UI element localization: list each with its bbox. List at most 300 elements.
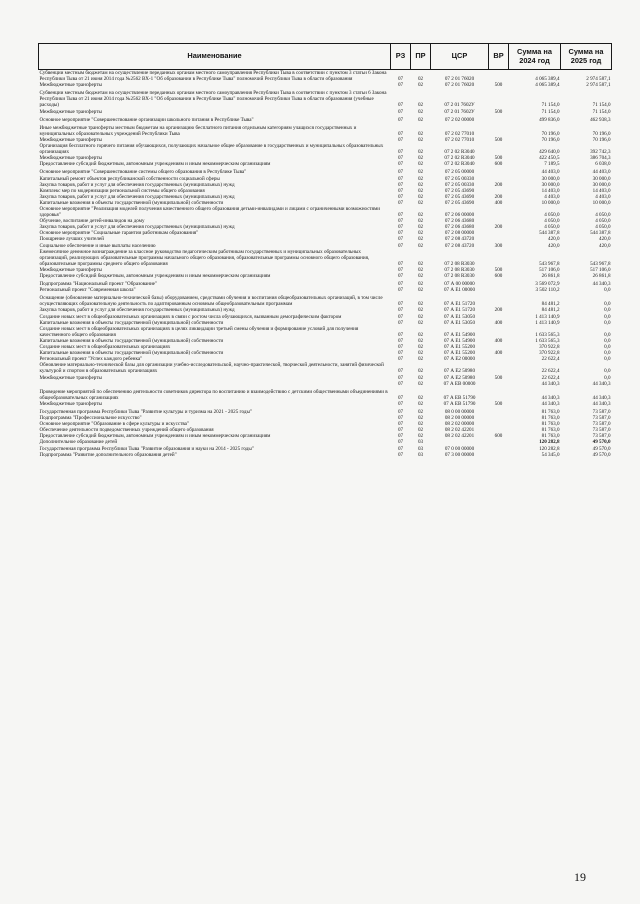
row-sum-2024: 7 189,5: [544, 161, 560, 168]
header-pr: ПР: [411, 44, 431, 70]
row-name: Основное мероприятие "Реализация моделей получения качественного общего образования детьми-инвалидами и лицами с ограниченными возможностями здоровья": [39, 205, 380, 219]
row-sum-2025: 0,0: [604, 313, 611, 320]
row-name: Межбюджетные трансферты: [39, 136, 102, 143]
row-csr: 07 2 02 77010: [444, 130, 475, 137]
row-sum-2024: 4 065 389,4: [535, 82, 560, 89]
row-vr: 500: [494, 82, 503, 89]
row-pr: 02: [417, 273, 424, 279]
row-pr: 02: [417, 218, 424, 225]
row-rz: 07: [397, 421, 404, 428]
row-pr: 02: [417, 155, 424, 162]
row-sum-2025: 6 038,0: [595, 161, 611, 168]
row-sum-2025: 0,0: [604, 356, 611, 363]
row-sum-2024: 70 196,0: [541, 136, 560, 143]
table-row: [39, 452, 612, 458]
row-pr: 02: [417, 149, 424, 156]
row-sum-2024: 4 050,0: [544, 218, 560, 225]
row-sum-2024: 81 763,0: [541, 433, 560, 440]
row-pr: 02: [417, 415, 424, 422]
row-rz: 07: [397, 108, 404, 115]
row-csr: 07 А ЕВ 00000: [443, 380, 476, 387]
row-name: Обновление материально-технической базы для организации учебно-исследовательской, научно-практической, творческой деятельности, занятий физической культурой и спортом в образовательных организациях: [39, 362, 384, 375]
row-sum-2025: 44 340,3: [592, 394, 611, 401]
row-vr: [489, 143, 509, 155]
row-rz: 07: [397, 82, 404, 89]
row-name: Капитальные вложения в объекты государственной (муниципальной) собственности: [39, 199, 224, 206]
row-sum-2024: 44 340,3: [541, 380, 560, 387]
row-pr: 02: [417, 224, 424, 231]
row-csr: 07 2 02 R3040: [444, 149, 475, 156]
row-csr: 07 2 05 43690: [444, 199, 475, 206]
row-sum-2025: 420,0: [599, 236, 611, 243]
table-row: [39, 206, 612, 218]
row-rz: 07: [397, 451, 404, 458]
row-sum-2024: 420,0: [548, 236, 560, 243]
row-rz: 07: [397, 236, 404, 243]
row-pr: 02: [417, 102, 424, 109]
row-pr: 02: [417, 301, 424, 308]
row-pr: 02: [417, 242, 424, 249]
table-row: [39, 249, 612, 267]
header-sum-2025: Сумма на 2025 год: [561, 44, 612, 70]
row-sum-2025: 0,0: [604, 374, 611, 381]
row-rz: 07: [397, 76, 404, 83]
row-sum-2024: 10 000,0: [541, 199, 560, 206]
row-name: Региональный проект "Успех каждого ребенка": [39, 356, 143, 363]
row-sum-2024: 71 154,0: [541, 102, 560, 109]
row-pr: 02: [417, 319, 424, 326]
row-pr: 02: [417, 331, 424, 338]
row-sum-2025: 0,0: [604, 319, 611, 326]
row-pr: 02: [417, 394, 424, 401]
row-name: Предоставление субсидий бюджетным, автономным учреждениям и иным некоммерческим организациям: [39, 273, 271, 279]
row-pr: 02: [417, 260, 424, 267]
row-csr: 07 2 01 76020: [444, 82, 475, 89]
row-sum-2024: 420,0: [548, 242, 560, 249]
row-rz: 07: [397, 415, 404, 422]
row-sum-2025: 73 587,0: [592, 415, 611, 422]
row-csr: 07 А 00 00000: [444, 281, 475, 288]
row-vr: 500: [494, 155, 503, 162]
table-row: [39, 326, 612, 338]
row-sum-2024: 120 282,8: [539, 439, 560, 446]
row-csr: 08 2 00 00000: [444, 415, 475, 422]
row-name: Проведение мероприятий по обеспечению деятельности советников директора по воспитанию и взаимодействию с детскими общественными объединениями в общеобразовательных организациях: [39, 388, 388, 401]
row-vr: 200: [494, 307, 503, 314]
row-csr: 07 А Е1 55200: [444, 350, 475, 357]
row-pr: 02: [417, 212, 424, 219]
row-vr: 500: [494, 266, 503, 273]
row-name: Создание новых мест в общеобразовательных организациях: [39, 344, 171, 351]
row-sum-2024: 22 622,4: [541, 368, 560, 375]
row-pr: 02: [417, 199, 424, 206]
row-rz: 07: [397, 199, 404, 206]
row-sum-2024: 120 282,8: [539, 445, 560, 452]
row-vr: [489, 70, 509, 83]
row-pr: 02: [417, 427, 424, 434]
row-csr: 08 2 02 42201: [444, 427, 475, 434]
row-vr: [489, 249, 509, 267]
row-pr: 02: [417, 116, 424, 123]
row-sum-2024: 14 403,0: [541, 187, 560, 194]
row-sum-2024: 54 345,0: [541, 451, 560, 458]
row-sum-2025: 2 974 587,1: [586, 76, 611, 83]
row-pr: 02: [417, 313, 424, 320]
row-pr: 02: [417, 374, 424, 381]
row-pr: 02: [417, 193, 424, 200]
row-sum-2024: 543 967,8: [539, 260, 560, 267]
row-sum-2025: 544 387,8: [590, 230, 611, 237]
row-rz: 07: [397, 368, 404, 375]
row-sum-2024: 22 622,4: [541, 374, 560, 381]
row-pr: 02: [417, 82, 424, 89]
row-rz: 07: [397, 374, 404, 381]
row-name: Подпрограмма "Профессиональное искусство": [39, 415, 142, 422]
row-sum-2024: 81 763,0: [541, 415, 560, 422]
row-rz: 07: [397, 356, 404, 363]
row-rz: 07: [397, 301, 404, 308]
row-sum-2024: 544 387,8: [539, 230, 560, 237]
row-name: Капитальные вложения в объекты государственной (муниципальной) собственности: [39, 337, 224, 344]
row-csr: 07 А Е1 53050: [444, 319, 475, 326]
row-vr: [489, 90, 509, 108]
row-sum-2025: 0,0: [604, 368, 611, 375]
row-sum-2025: 0,0: [604, 344, 611, 351]
row-vr: 400: [494, 337, 503, 344]
row-sum-2025: 0,0: [604, 331, 611, 338]
row-sum-2024: 429 640,0: [539, 149, 560, 156]
row-sum-2025: 71 154,0: [592, 102, 611, 109]
row-name: Межбюджетные трансферты: [39, 82, 102, 89]
row-rz: 07: [397, 380, 404, 387]
row-sum-2024: 517 106,0: [539, 266, 560, 273]
row-vr: 300: [494, 242, 503, 249]
row-name: Предоставление субсидий бюджетным, автономным учреждениям и иным некоммерческим организациям: [39, 161, 271, 168]
row-sum-2024: 370 922,8: [539, 350, 560, 357]
row-rz: 07: [397, 313, 404, 320]
row-pr: 02: [417, 136, 424, 143]
row-pr: 02: [417, 230, 424, 237]
row-pr: 02: [417, 175, 424, 182]
row-rz: 07: [397, 350, 404, 357]
row-csr: 07 2 05 00330: [444, 175, 475, 182]
row-sum-2024: 1 413 140,9: [535, 313, 560, 320]
row-name: Социальное обеспечение и иные выплаты населению: [39, 242, 156, 249]
row-pr: 02: [417, 236, 424, 243]
row-csr: 07 А Е2 50980: [444, 374, 475, 381]
row-rz: 07: [397, 102, 404, 109]
row-csr: 07 А Е1 53050: [444, 313, 475, 320]
row-name: Подпрограмма "Развитие дополнительного образования детей": [39, 451, 177, 458]
row-rz: 07: [397, 136, 404, 143]
row-pr: 02: [417, 350, 424, 357]
row-csr: 07 2 08 R3030: [444, 260, 475, 267]
row-sum-2025: 44 340,3: [592, 400, 611, 407]
row-csr: 07 2 05 43690: [444, 193, 475, 200]
row-sum-2025: 30 000,0: [592, 175, 611, 182]
table-row: [39, 90, 612, 108]
row-pr: 03: [417, 445, 424, 452]
row-rz: 07: [397, 155, 404, 162]
row-vr: 500: [494, 374, 503, 381]
row-sum-2024: 30 000,0: [541, 175, 560, 182]
table-row: [39, 143, 612, 155]
row-sum-2025: 0,0: [604, 307, 611, 314]
header-csr: ЦСР: [431, 44, 489, 70]
row-sum-2024: 3 569 072,9: [535, 281, 560, 288]
row-pr: 02: [417, 356, 424, 363]
row-pr: 02: [417, 130, 424, 137]
row-name: Иные межбюджетные трансферты местным бюджетам на организацию бесплатного питания отдельным категориям учащихся государственных и муниципальных образовательных учреждений Республики Тыва: [39, 124, 357, 137]
row-name: Оснащение (обновление материально-технической базы) оборудованием, средствами обучения и воспитания общеобразовательных организаций, в том числе осуществляющих образовательную деятельность по адаптированным основным общеобразовательным программам: [39, 295, 383, 308]
row-vr: [489, 295, 509, 307]
row-pr: 03: [417, 439, 424, 446]
row-csr: 07 2 02 R3040: [444, 155, 475, 162]
row-name: Поощрение лучших учителей: [39, 236, 104, 243]
row-vr: [489, 125, 509, 137]
row-sum-2025: 0,0: [604, 287, 611, 294]
row-rz: 07: [397, 344, 404, 351]
row-vr: [489, 362, 509, 374]
row-sum-2024: 22 622,4: [541, 356, 560, 363]
row-rz: 07: [397, 169, 404, 176]
row-sum-2025: 26 861,8: [592, 273, 611, 279]
row-sum-2024: 370 922,8: [539, 344, 560, 351]
row-csr: 07 2 08 43720: [444, 242, 475, 249]
row-name: Закупка товаров, работ и услуг для обеспечения государственных (муниципальных) нужд: [39, 193, 235, 200]
row-rz: 07: [397, 394, 404, 401]
row-sum-2024: 70 196,0: [541, 130, 560, 137]
row-name: Капитальные вложения в объекты государственной (муниципальной) собственности: [39, 319, 224, 326]
row-pr: 02: [417, 344, 424, 351]
row-name: Организация бесплатного горячего питания обучающихся, получающих начальное общее образование в государственных и муниципальных образовательных организациях: [39, 143, 384, 156]
row-sum-2025: 2 974 587,1: [586, 82, 611, 89]
row-sum-2025: 44 340,3: [592, 380, 611, 387]
row-name: Межбюджетные трансферты: [39, 400, 102, 407]
row-pr: 02: [417, 337, 424, 344]
row-csr: 07 А Е1 51720: [444, 301, 475, 308]
row-sum-2025: 4 403,0: [595, 193, 611, 200]
row-pr: 02: [417, 281, 424, 288]
row-sum-2025: 73 587,0: [592, 427, 611, 434]
row-pr: 02: [417, 287, 424, 294]
row-csr: 07 2 02 77010: [444, 136, 475, 143]
row-rz: 07: [397, 307, 404, 314]
row-rz: 07: [397, 439, 404, 446]
row-csr: 07 А Е1 54900: [444, 331, 475, 338]
row-rz: 07: [397, 408, 404, 415]
row-sum-2025: 517 106,0: [590, 266, 611, 273]
row-pr: 02: [417, 368, 424, 375]
row-csr: 07 2 08 R3030: [444, 273, 475, 279]
row-sum-2025: 0,0: [604, 337, 611, 344]
row-sum-2024: 499 836,0: [539, 116, 560, 123]
row-pr: 02: [417, 169, 424, 176]
row-csr: 08 2 02 00000: [444, 421, 475, 428]
row-rz: 07: [397, 175, 404, 182]
row-csr: 07 2 01 7602У: [444, 108, 475, 115]
row-vr: 600: [494, 433, 503, 440]
row-csr: 07 2 02 R3040: [444, 161, 475, 168]
row-csr: 07 2 01 76020: [444, 76, 475, 83]
row-pr: 02: [417, 400, 424, 407]
row-name: Основное мероприятие "Совершенствование системы общего образования в Республике Тыва": [39, 169, 247, 176]
row-sum-2025: 49 570,0: [592, 451, 611, 458]
row-name: Основное мероприятие "Образование в сфере культуры и искусства": [39, 421, 190, 428]
row-name: Подпрограмма "Национальный проект "Образование": [39, 281, 158, 288]
row-name: Субвенции местным бюджетам на осуществление переданных органам местного самоуправления Республики Тыва в соответствии с пунктом 3 статьи 6 Закона Республики Тыва от 21 июня 2014 года №2562 ВХ-1 "Об образовании в Республике Тыва" полномочий Республики Тыва в области образования: [39, 70, 387, 83]
table-row: [39, 125, 612, 137]
row-pr: 02: [417, 266, 424, 273]
row-sum-2024: 3 502 110,2: [535, 287, 560, 294]
row-sum-2025: 44 340,3: [592, 281, 611, 288]
row-sum-2024: 44 340,3: [541, 400, 560, 407]
row-vr: 400: [494, 319, 503, 326]
table-row: [39, 295, 612, 307]
row-rz: 07: [397, 212, 404, 219]
row-pr: 03: [417, 451, 424, 458]
row-sum-2025: 71 154,0: [592, 108, 611, 115]
row-sum-2025: 386 704,3: [590, 155, 611, 162]
row-csr: 07 2 05 00000: [444, 169, 475, 176]
row-rz: 07: [397, 224, 404, 231]
row-rz: 07: [397, 161, 404, 168]
row-sum-2024: 4 050,0: [544, 212, 560, 219]
header-name: Наименование: [39, 44, 391, 70]
row-pr: 02: [417, 307, 424, 314]
row-sum-2025: 4 050,0: [595, 224, 611, 231]
row-sum-2024: 44 403,0: [541, 169, 560, 176]
row-name: Комплекс мер по модернизации региональной системы общего образования: [39, 187, 205, 194]
row-pr: 02: [417, 181, 424, 188]
row-sum-2025: 10 000,0: [592, 199, 611, 206]
row-csr: 07 2 08 R3030: [444, 266, 475, 273]
row-rz: 07: [397, 319, 404, 326]
row-name: Дополнительное образование детей: [39, 439, 118, 446]
row-rz: 07: [397, 445, 404, 452]
row-csr: 07 А Е2 00000: [444, 356, 475, 363]
budget-table: [38, 43, 612, 458]
row-rz: 07: [397, 218, 404, 225]
row-csr: 07 0 00 00000: [444, 445, 475, 452]
row-name: Основное мероприятие "Совершенствование организации школьного питания в Республике Тыва": [39, 116, 254, 123]
row-name: Ежемесячное денежное вознаграждение за классное руководство педагогическим работникам государственных и муниципальных образовательных организаций, реализующих образовательные программы начального общего образования, образовательные программы основного общего образования, образовательные программы среднего общего образования: [39, 248, 370, 267]
row-rz: 07: [397, 193, 404, 200]
table-body: [39, 70, 612, 458]
row-csr: 07 2 02 00000: [444, 116, 475, 123]
row-sum-2025: 4 050,0: [595, 218, 611, 225]
row-rz: 07: [397, 287, 404, 294]
row-sum-2024: 30 000,0: [541, 181, 560, 188]
row-sum-2024: 81 763,0: [541, 408, 560, 415]
row-vr: 200: [494, 181, 503, 188]
row-sum-2025: 49 570,0: [592, 439, 611, 446]
page-number: 19: [574, 870, 586, 884]
header-vr: ВР: [489, 44, 509, 70]
row-sum-2025: 543 967,8: [590, 260, 611, 267]
row-csr: 07 2 08 00000: [444, 230, 475, 237]
row-sum-2025: 70 196,0: [592, 130, 611, 137]
row-rz: 07: [397, 181, 404, 188]
row-vr: [489, 326, 509, 338]
row-sum-2024: 4 403,0: [544, 193, 560, 200]
table-row: [39, 389, 612, 401]
row-csr: 08 0 00 00000: [444, 408, 475, 415]
row-pr: 02: [417, 108, 424, 115]
row-name: Капитальные вложения в объекты государственной (муниципальной) собственности: [39, 350, 224, 357]
row-vr: 200: [494, 193, 503, 200]
row-sum-2025: 49 570,0: [592, 445, 611, 452]
row-vr: 600: [494, 273, 503, 279]
row-pr: 02: [417, 380, 424, 387]
row-pr: 02: [417, 76, 424, 83]
row-rz: 07: [397, 230, 404, 237]
row-csr: 07 2 06 43680: [444, 218, 475, 225]
row-csr: 07 3 00 00000: [444, 451, 475, 458]
row-name: Межбюджетные трансферты: [39, 374, 102, 381]
row-rz: 07: [397, 266, 404, 273]
row-rz: 07: [397, 337, 404, 344]
row-rz: 07: [397, 149, 404, 156]
header-sum-2024: Сумма на 2024 год: [509, 44, 561, 70]
row-sum-2024: 71 154,0: [541, 108, 560, 115]
row-sum-2024: 422 450,5: [539, 155, 560, 162]
row-vr: 400: [494, 199, 503, 206]
row-pr: 02: [417, 187, 424, 194]
table-row: [39, 70, 612, 83]
row-rz: 07: [397, 433, 404, 440]
row-sum-2024: 1 633 565,3: [535, 337, 560, 344]
row-name: Государственная программа Республики Тыва "Развитие культуры и туризма на 2021 - 2025 годы": [39, 408, 252, 415]
row-sum-2025: 70 196,0: [592, 136, 611, 143]
row-sum-2024: 84 481,2: [541, 301, 560, 308]
row-csr: 07 А Е1 00000: [444, 287, 475, 294]
row-sum-2024: 26 861,8: [541, 273, 560, 279]
row-vr: 500: [494, 400, 503, 407]
row-csr: 07 А Е1 54900: [444, 337, 475, 344]
row-name: Основное мероприятие "Социальные гарантии работникам образования": [39, 230, 199, 237]
row-name: Субвенции местным бюджетам на осуществление переданных органам местного самоуправления Республики Тыва в соответствии с пунктом 3 статьи 6 Закона Республики Тыва от 21 июня 2014 года №2562 ВХ-1 "Об образовании в Республике Тыва" полномочий Республики Тыва в области образования (учебные расходы): [39, 90, 387, 109]
row-sum-2024: 4 050,0: [544, 224, 560, 231]
row-sum-2025: 0,0: [604, 350, 611, 357]
row-vr: 600: [494, 161, 503, 168]
row-name: Закупка товаров, работ и услуг для обеспечения государственных (муниципальных) нужд: [39, 307, 235, 314]
row-name: Государственная программа Республики Тыва "Развитие образования и науки на 2014 - 2025 годы": [39, 445, 254, 452]
header-rz: РЗ: [391, 44, 411, 70]
row-csr: 07 А ЕВ 51790: [443, 394, 476, 401]
row-csr: 07 2 06 43680: [444, 224, 475, 231]
row-rz: 07: [397, 427, 404, 434]
row-vr: 500: [494, 136, 503, 143]
row-name: Капитальный ремонт объектов республиканской собственности социальной сферы: [39, 175, 220, 182]
row-sum-2025: 462 938,3: [590, 116, 611, 123]
row-sum-2024: 84 481,2: [541, 307, 560, 314]
row-sum-2025: 44 403,0: [592, 169, 611, 176]
row-csr: 07 А Е1 51720: [444, 307, 475, 314]
row-sum-2024: 81 763,0: [541, 427, 560, 434]
row-pr: 02: [417, 408, 424, 415]
row-name: Создание новых мест в общеобразовательных организациях в связи с ростом числа обучающихся, вызванным демографическим фактором: [39, 313, 342, 320]
row-sum-2024: 44 340,3: [541, 394, 560, 401]
row-sum-2025: 14 403,0: [592, 187, 611, 194]
row-csr: 07 А Е2 50980: [444, 368, 475, 375]
row-rz: 07: [397, 331, 404, 338]
row-rz: 07: [397, 116, 404, 123]
row-rz: 07: [397, 260, 404, 267]
row-csr: 07 2 05 00330: [444, 181, 475, 188]
row-pr: 02: [417, 421, 424, 428]
row-name: Закупка товаров, работ и услуг для обеспечения государственных (муниципальных) нужд: [39, 181, 235, 188]
